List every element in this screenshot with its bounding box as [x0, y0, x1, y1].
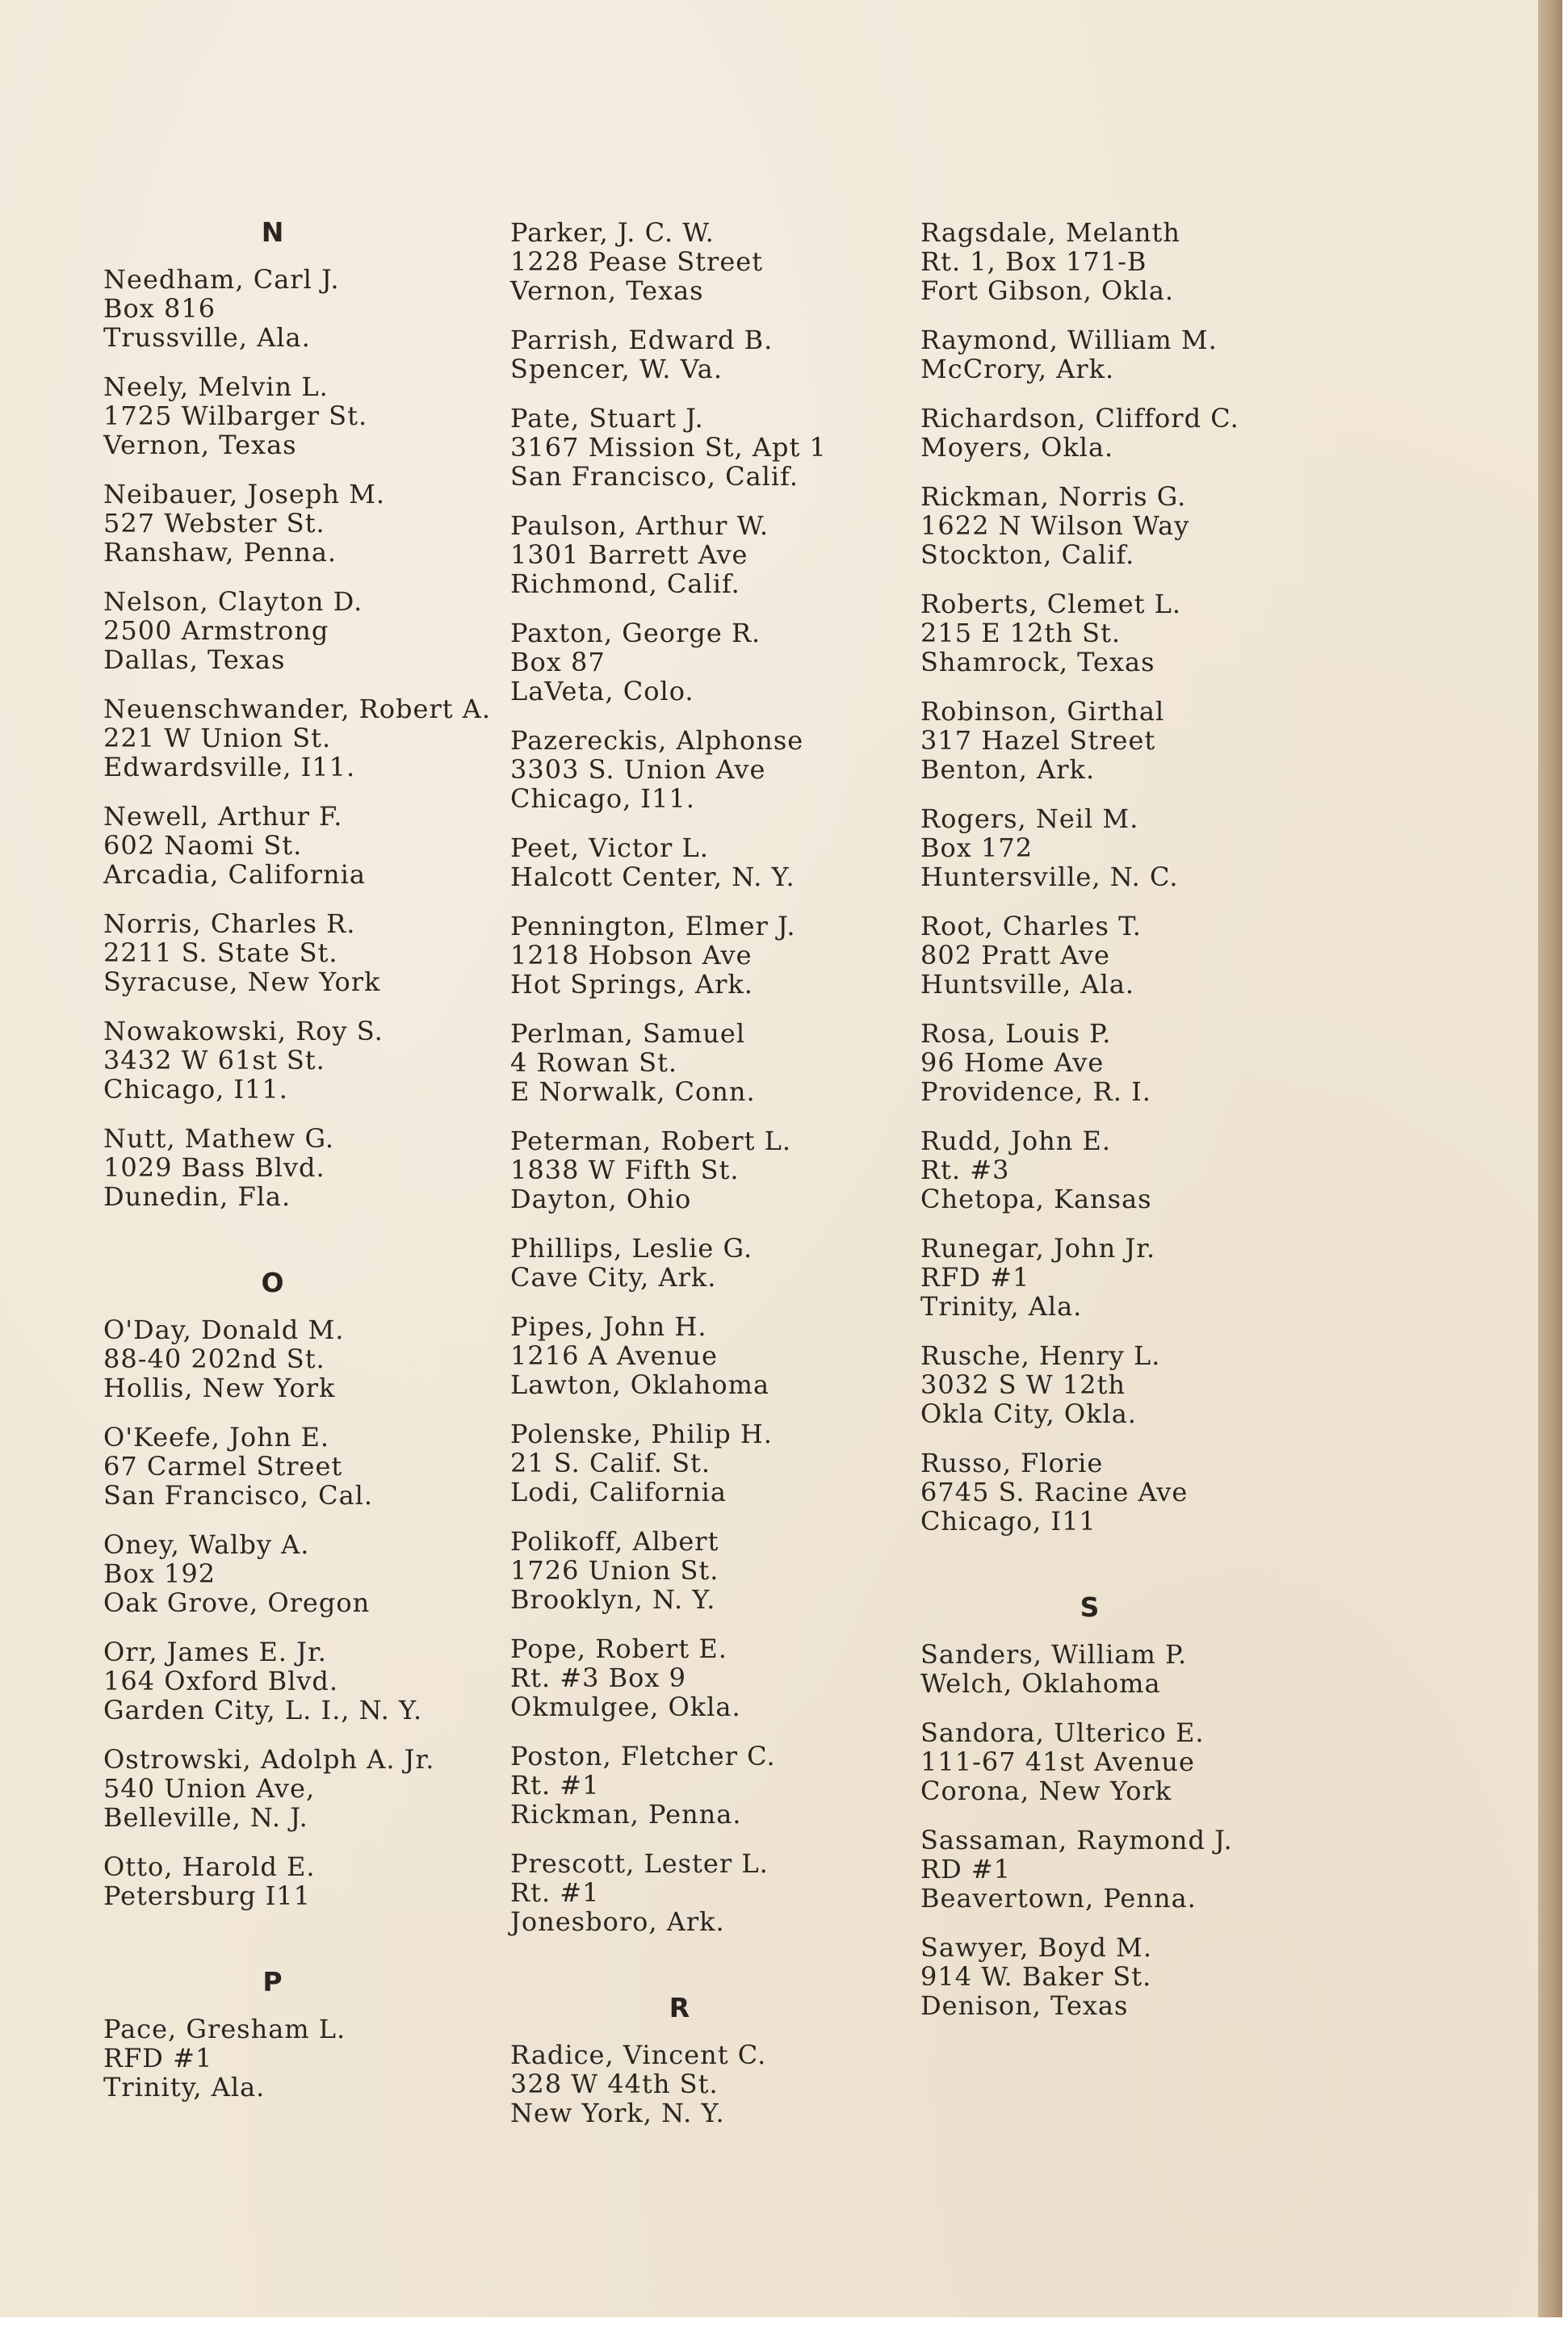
directory-entry — [103, 1124, 507, 1211]
directory-entry — [920, 1640, 1340, 1698]
entry-city: Dayton, Ohio — [510, 1184, 692, 1214]
entry-city: Providence, R. I. — [920, 1076, 1151, 1107]
entry-name: Paulson, Arthur W. — [510, 510, 769, 541]
entry-city: Arcadia, California — [103, 859, 366, 890]
directory-entry — [920, 589, 1340, 677]
entry-address: RD #1 — [920, 1854, 1012, 1885]
column-2 — [510, 218, 914, 2148]
section-letter-n: N — [261, 216, 285, 248]
directory-entry — [510, 1742, 914, 1829]
directory-entry — [510, 833, 914, 891]
entry-name: Sandora, Ulterico E. — [920, 1717, 1205, 1748]
directory-entry — [920, 218, 1340, 305]
directory-entry — [510, 1312, 914, 1399]
directory-entry — [920, 325, 1340, 384]
entry-name: Neely, Melvin L. — [103, 371, 329, 402]
entry-city: Benton, Ark. — [920, 754, 1096, 785]
directory-entry — [920, 1449, 1340, 1536]
entry-name: Parker, J. C. W. — [510, 217, 715, 248]
entry-name: Needham, Carl J. — [103, 264, 340, 295]
entry-address: 1216 A Avenue — [510, 1340, 718, 1371]
entry-city: McCrory, Ark. — [920, 354, 1115, 384]
directory-entry — [920, 1341, 1340, 1428]
directory-entry — [103, 1315, 507, 1402]
entry-address: 1726 Union St. — [510, 1555, 719, 1586]
entry-city: Chetopa, Kansas — [920, 1184, 1152, 1214]
entry-name: Raymond, William M. — [920, 325, 1218, 355]
entry-address: RFD #1 — [920, 1262, 1030, 1293]
directory-entry — [103, 480, 507, 567]
entry-name: Rudd, John E. — [920, 1126, 1112, 1156]
entry-address: 221 W Union St. — [103, 723, 332, 753]
entry-address: 215 E 12th St. — [920, 618, 1121, 648]
entry-city: Okla City, Okla. — [920, 1398, 1137, 1429]
page-edge-shadow — [1538, 0, 1562, 2317]
entry-city: Richmond, Calif. — [510, 568, 740, 599]
entry-address: 1838 W Fifth St. — [510, 1155, 740, 1185]
entry-city: Spencer, W. Va. — [510, 354, 723, 384]
section-letter-o: O — [261, 1267, 285, 1298]
directory-entry — [510, 912, 914, 999]
entry-name: Russo, Florie — [920, 1448, 1104, 1478]
directory-entry — [920, 1718, 1340, 1805]
entry-address: Rt. 1, Box 171-B — [920, 246, 1147, 277]
column-3 — [920, 218, 1340, 2040]
entry-city: Trussville, Ala. — [103, 322, 311, 353]
entry-name: Polikoff, Albert — [510, 1526, 719, 1557]
entry-address: 2211 S. State St. — [103, 937, 338, 968]
entry-address: 1029 Bass Blvd. — [103, 1152, 325, 1183]
entry-name: Pope, Robert E. — [510, 1633, 727, 1664]
entry-address: Box 87 — [510, 647, 606, 677]
directory-entry — [510, 1419, 914, 1507]
entry-city: Stockton, Calif. — [920, 539, 1135, 570]
entry-city: Shamrock, Texas — [920, 647, 1155, 677]
entry-address: 602 Naomi St. — [103, 830, 303, 861]
entry-name: Rosa, Louis P. — [920, 1018, 1112, 1049]
entry-address: 6745 S. Racine Ave — [920, 1477, 1189, 1507]
entry-name: Norris, Charles R. — [103, 908, 356, 939]
entry-city: Jonesboro, Ark. — [510, 1906, 725, 1937]
entry-city: New York, N. Y. — [510, 2098, 725, 2128]
entry-city: Lodi, California — [510, 1477, 727, 1507]
directory-entry — [103, 1017, 507, 1104]
entry-city: Okmulgee, Okla. — [510, 1692, 741, 1722]
entry-city: Edwardsville, I11. — [103, 752, 356, 782]
entry-address: 2500 Armstrong — [103, 615, 329, 646]
entry-city: Cave City, Ark. — [510, 1262, 717, 1293]
section-letter-r: R — [669, 1992, 691, 2023]
entry-city: Beavertown, Penna. — [920, 1883, 1197, 1914]
entry-address: RFD #1 — [103, 2043, 213, 2073]
entry-name: Richardson, Clifford C. — [920, 403, 1239, 434]
entry-address: 527 Webster St. — [103, 508, 325, 539]
directory-entry — [510, 218, 914, 305]
section-spacer — [103, 1931, 507, 1968]
entry-name: Oney, Walby A. — [103, 1529, 310, 1560]
directory-entry — [510, 511, 914, 598]
entry-name: Robinson, Girthal — [920, 696, 1165, 727]
entry-name: Radice, Vincent C. — [510, 2040, 767, 2070]
section-spacer — [510, 1956, 914, 1994]
entry-city: Lawton, Oklahoma — [510, 1369, 770, 1400]
entry-name: Polenske, Philip H. — [510, 1419, 773, 1449]
entry-name: Root, Charles T. — [920, 911, 1142, 941]
entry-address: 1228 Pease Street — [510, 246, 764, 277]
entry-name: Runegar, John Jr. — [920, 1233, 1156, 1264]
entry-address: Rt. #3 Box 9 — [510, 1662, 686, 1693]
directory-entry — [510, 1126, 914, 1214]
entry-address: 21 S. Calif. St. — [510, 1448, 711, 1478]
entry-city: Trinity, Ala. — [920, 1291, 1083, 1322]
entry-city: Corona, New York — [920, 1776, 1172, 1806]
directory-entry — [920, 1126, 1340, 1214]
entry-address: 1218 Hobson Ave — [510, 940, 753, 971]
directory-entry — [103, 909, 507, 996]
entry-address: 540 Union Ave, — [103, 1773, 316, 1804]
directory-entry — [103, 1423, 507, 1510]
entry-name: Sassaman, Raymond J. — [920, 1825, 1233, 1855]
directory-entry — [510, 726, 914, 813]
directory-entry — [510, 2040, 914, 2128]
entry-city: Belleville, N. J. — [103, 1802, 308, 1833]
entry-city: Trinity, Ala. — [103, 2072, 266, 2103]
directory-entry — [920, 1826, 1340, 1913]
entry-address: 317 Hazel Street — [920, 725, 1156, 756]
section-spacer — [920, 1556, 1340, 1593]
entry-city: LaVeta, Colo. — [510, 676, 694, 706]
directory-entry — [103, 265, 507, 352]
entry-address: 914 W. Baker St. — [920, 1961, 1152, 1992]
directory-entry — [103, 587, 507, 674]
entry-name: O'Day, Donald M. — [103, 1314, 345, 1345]
directory-entry — [103, 802, 507, 889]
entry-name: Perlman, Samuel — [510, 1018, 746, 1049]
entry-name: Rickman, Norris G. — [920, 481, 1187, 512]
entry-address: 3303 S. Union Ave — [510, 754, 766, 785]
entry-city: Vernon, Texas — [103, 430, 297, 460]
entry-address: Rt. #1 — [510, 1770, 600, 1801]
entry-name: Pace, Gresham L. — [103, 2014, 346, 2044]
directory-entry — [510, 1019, 914, 1106]
entry-name: Nutt, Mathew G. — [103, 1123, 335, 1154]
directory-entry — [510, 1849, 914, 1936]
entry-address: 1301 Barrett Ave — [510, 539, 748, 570]
directory-entry — [510, 1234, 914, 1292]
entry-address: 88-40 202nd St. — [103, 1344, 325, 1374]
section-letter-s: S — [1080, 1591, 1101, 1623]
entry-address: 4 Rowan St. — [510, 1047, 678, 1078]
directory-entry — [920, 482, 1340, 569]
entry-city: Hot Springs, Ark. — [510, 969, 753, 1000]
directory-entry — [920, 804, 1340, 891]
entry-name: Peterman, Robert L. — [510, 1126, 792, 1156]
section-letter-p: P — [262, 1966, 283, 1998]
entry-name: Paxton, George R. — [510, 618, 761, 648]
entry-address: Box 172 — [920, 832, 1033, 863]
directory-entry — [920, 1019, 1340, 1106]
directory-entry — [103, 1637, 507, 1725]
entry-address: 1725 Wilbarger St. — [103, 400, 368, 431]
entry-name: Rogers, Neil M. — [920, 803, 1139, 834]
entry-city: Huntsville, Ala. — [920, 969, 1135, 1000]
entry-name: Ragsdale, Melanth — [920, 217, 1180, 248]
entry-city: Rickman, Penna. — [510, 1799, 742, 1830]
entry-name: Orr, James E. Jr. — [103, 1637, 327, 1667]
entry-city: San Francisco, Calif. — [510, 461, 799, 492]
entry-name: Neibauer, Joseph M. — [103, 479, 386, 509]
directory-entry — [510, 325, 914, 384]
directory-entry — [103, 1852, 507, 1910]
entry-address: Box 192 — [103, 1558, 216, 1589]
entry-city: Huntersville, N. C. — [920, 862, 1179, 892]
entry-city: Denison, Texas — [920, 1990, 1129, 2021]
entry-city: Syracuse, New York — [103, 966, 381, 997]
section-spacer — [103, 1231, 507, 1268]
directory-entry — [103, 1530, 507, 1617]
entry-city: Oak Grove, Oregon — [103, 1587, 371, 1618]
entry-address: 3032 S W 12th — [920, 1369, 1126, 1400]
entry-address: 3432 W 61st St. — [103, 1045, 325, 1075]
directory-entry — [510, 404, 914, 491]
directory-entry — [920, 697, 1340, 784]
entry-city: Petersburg I11 — [103, 1880, 311, 1911]
entry-name: Pazereckis, Alphonse — [510, 725, 804, 756]
entry-address: 67 Carmel Street — [103, 1451, 343, 1482]
entry-name: Phillips, Leslie G. — [510, 1233, 753, 1264]
entry-address: 802 Pratt Ave — [920, 940, 1110, 971]
directory-entry — [920, 1234, 1340, 1321]
entry-city: Garden City, L. I., N. Y. — [103, 1695, 423, 1725]
entry-city: Chicago, I11. — [510, 783, 695, 814]
entry-name: Sanders, William P. — [920, 1639, 1188, 1670]
entry-city: Hollis, New York — [103, 1373, 336, 1403]
entry-name: Pate, Stuart J. — [510, 403, 704, 434]
entry-city: Dallas, Texas — [103, 644, 286, 675]
entry-city: Halcott Center, N. Y. — [510, 862, 795, 892]
directory-entry — [103, 1745, 507, 1832]
entry-name: Peet, Victor L. — [510, 832, 709, 863]
directory-entry — [920, 404, 1340, 462]
entry-name: Neuenschwander, Robert A. — [103, 694, 492, 724]
directory-entry — [510, 618, 914, 706]
entry-address: Rt. #3 — [920, 1155, 1010, 1185]
directory-entry — [920, 1933, 1340, 2020]
entry-name: Rusche, Henry L. — [920, 1340, 1161, 1371]
entry-address: 96 Home Ave — [920, 1047, 1105, 1078]
entry-address: 164 Oxford Blvd. — [103, 1666, 339, 1696]
directory-entry — [920, 912, 1340, 999]
entry-name: Roberts, Clemet L. — [920, 589, 1182, 619]
entry-address: 1622 N Wilson Way — [920, 510, 1190, 541]
entry-city: San Francisco, Cal. — [103, 1480, 374, 1511]
directory-entry — [103, 2015, 507, 2102]
entry-address: 3167 Mission St, Apt 1 — [510, 432, 827, 463]
entry-name: Poston, Fletcher C. — [510, 1741, 776, 1771]
entry-name: Nelson, Clayton D. — [103, 586, 363, 617]
entry-name: Otto, Harold E. — [103, 1851, 316, 1882]
entry-address: Rt. #1 — [510, 1877, 600, 1908]
entry-name: Parrish, Edward B. — [510, 325, 774, 355]
entry-address: Box 816 — [103, 293, 216, 324]
entry-name: O'Keefe, John E. — [103, 1422, 330, 1453]
entry-city: Welch, Oklahoma — [920, 1668, 1161, 1699]
entry-city: E Norwalk, Conn. — [510, 1076, 756, 1107]
entry-address: 328 W 44th St. — [510, 2069, 719, 2099]
entry-city: Chicago, I11. — [103, 1074, 288, 1105]
entry-name: Pipes, John H. — [510, 1311, 707, 1342]
entry-city: Vernon, Texas — [510, 275, 704, 306]
entry-city: Fort Gibson, Okla. — [920, 275, 1175, 306]
entry-name: Pennington, Elmer J. — [510, 911, 796, 941]
column-1 — [103, 218, 507, 2122]
directory-entry — [103, 694, 507, 782]
entry-city: Moyers, Okla. — [920, 432, 1114, 463]
entry-name: Nowakowski, Roy S. — [103, 1016, 384, 1046]
entry-name: Ostrowski, Adolph A. Jr. — [103, 1744, 435, 1775]
entry-name: Prescott, Lester L. — [510, 1848, 769, 1879]
directory-entry — [103, 372, 507, 459]
entry-name: Sawyer, Boyd M. — [920, 1932, 1152, 1963]
directory-entry — [510, 1527, 914, 1614]
entry-city: Dunedin, Fla. — [103, 1181, 291, 1212]
entry-city: Chicago, I11 — [920, 1506, 1096, 1537]
entry-name: Newell, Arthur F. — [103, 801, 343, 832]
entry-city: Brooklyn, N. Y. — [510, 1584, 716, 1615]
directory-entry — [510, 1634, 914, 1721]
entry-address: 111-67 41st Avenue — [920, 1746, 1195, 1777]
entry-city: Ranshaw, Penna. — [103, 537, 337, 568]
